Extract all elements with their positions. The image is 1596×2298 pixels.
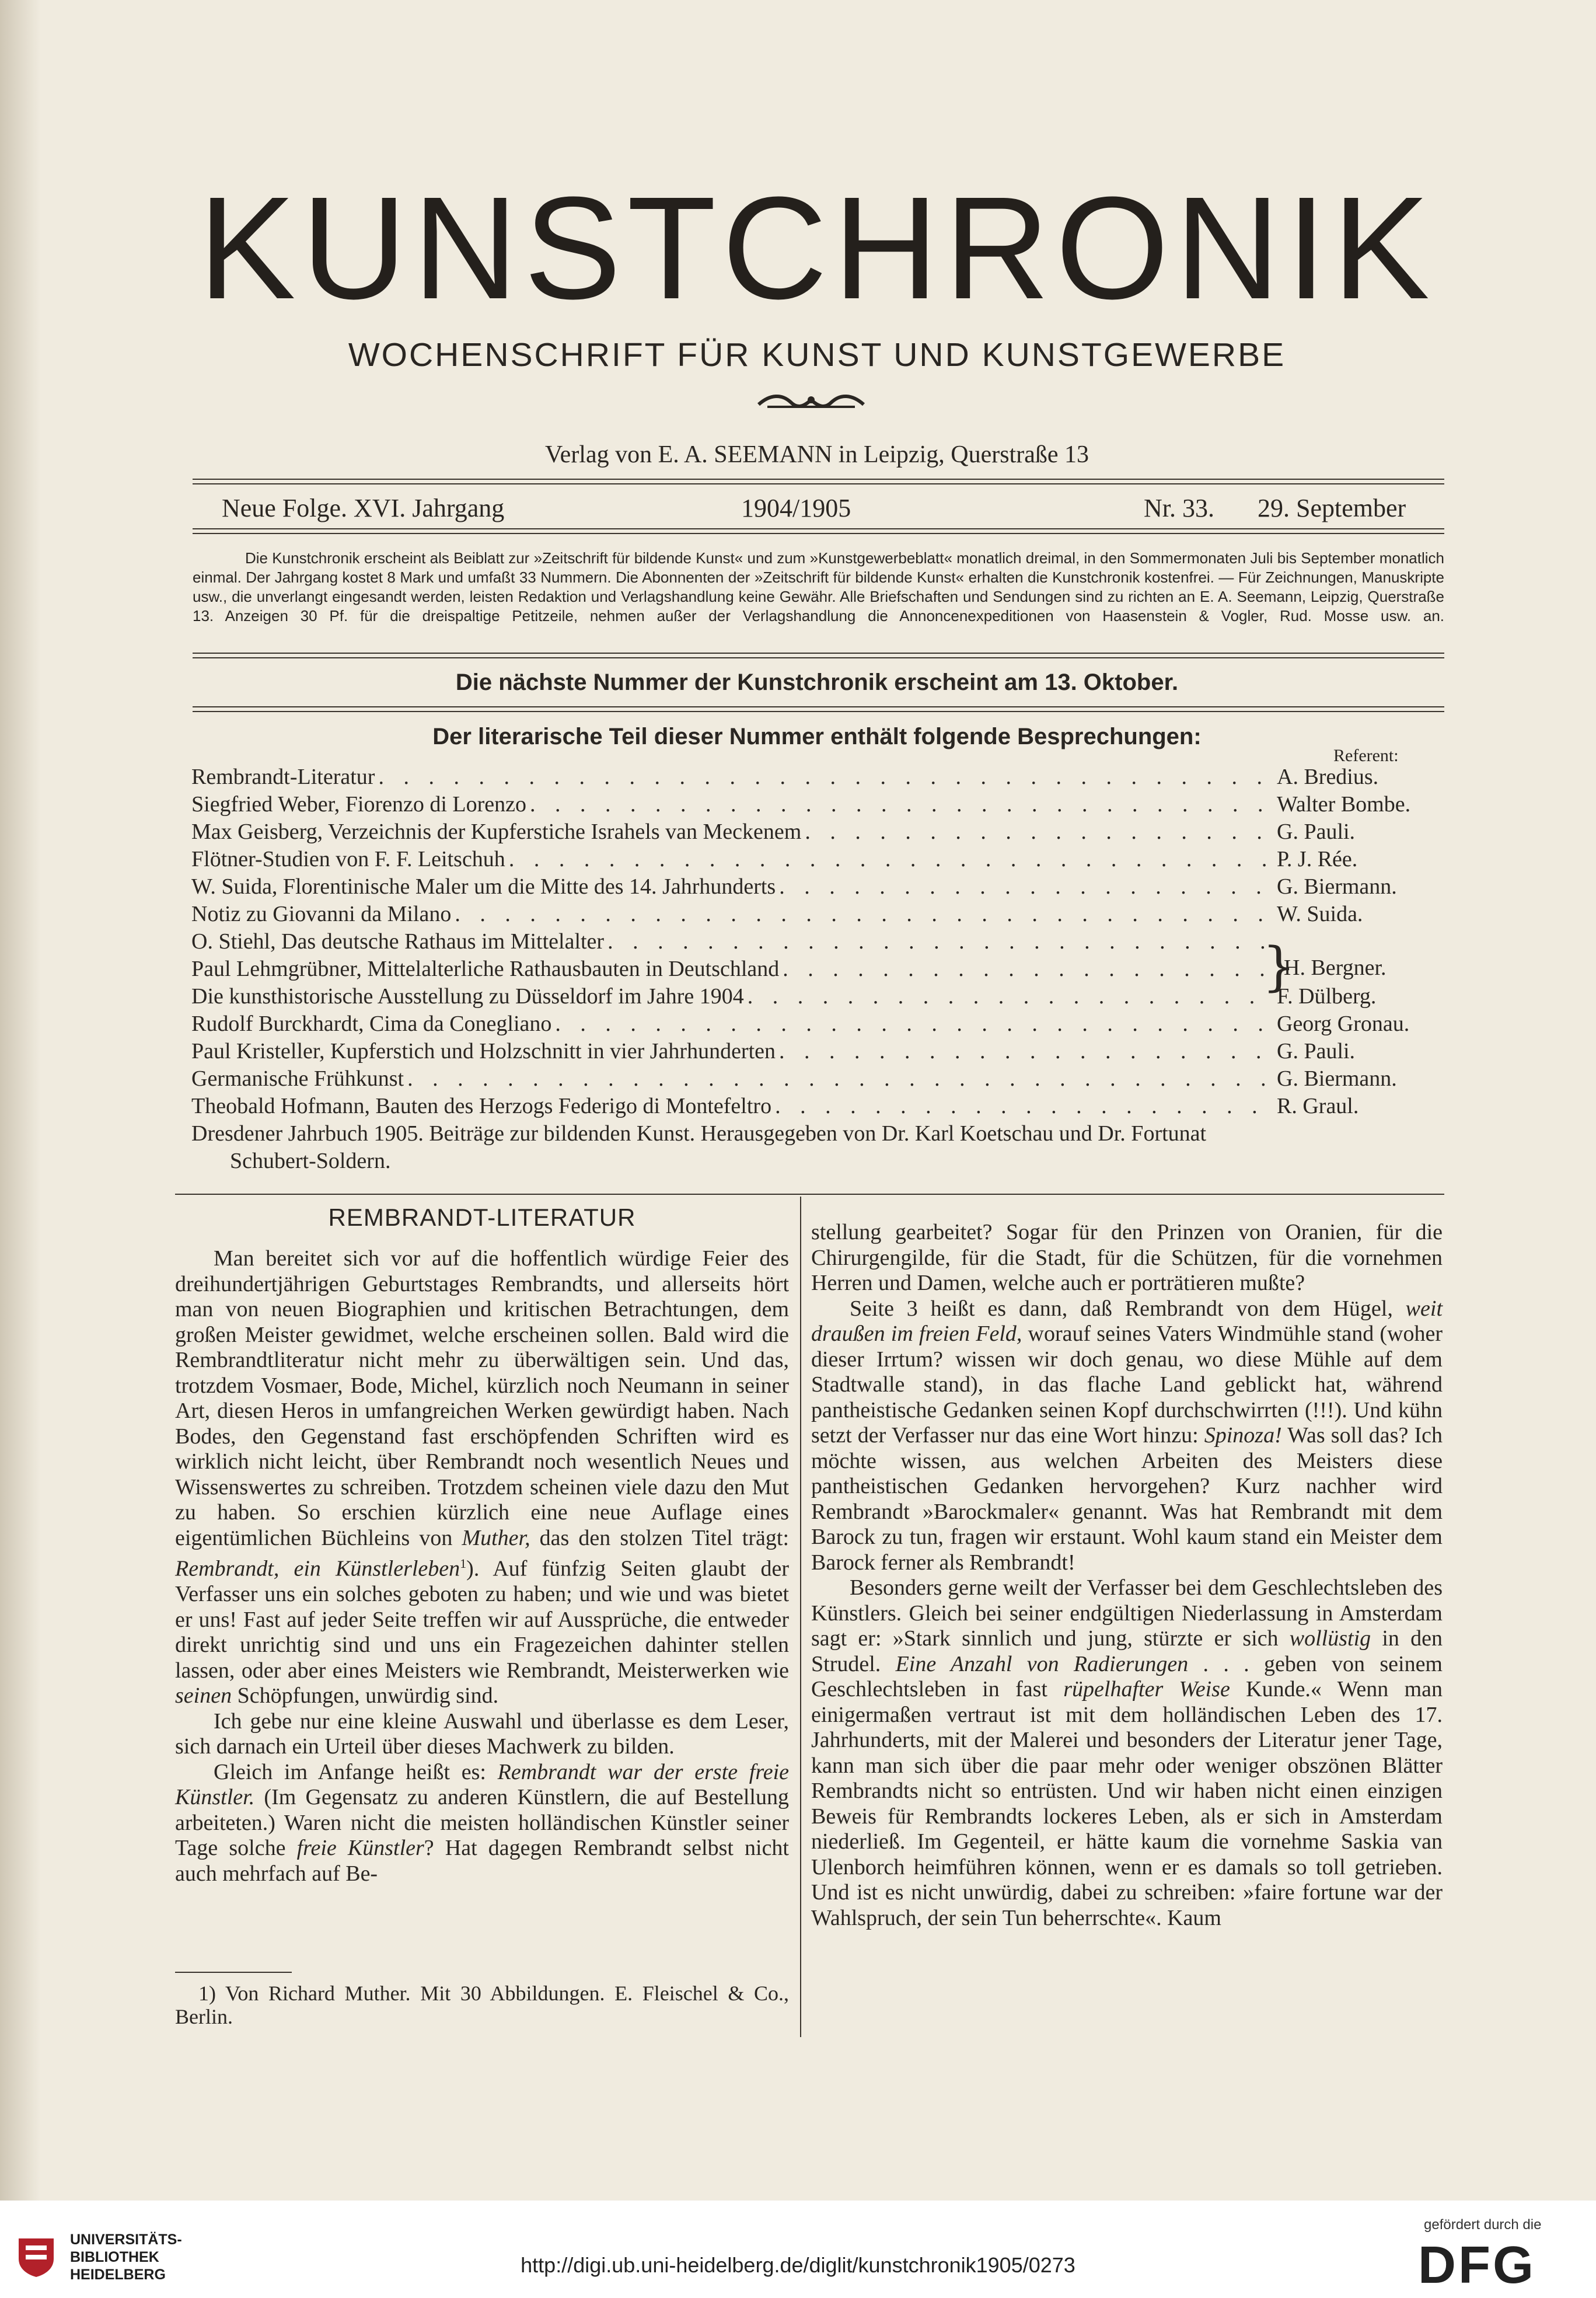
toc-entry: Paul Kristeller, Kupferstich und Holzschnitt in vier Jahrhunderten . . . G. Pauli.: [191, 1038, 1446, 1065]
header-rule-bottom: [193, 528, 1444, 534]
shared-referent: H. Bergner.: [1284, 956, 1387, 980]
toc-entry: Max Geisberg, Verzeichnis der Kupferstiche Israhels van Meckenem . . . G. Pauli.: [191, 818, 1446, 846]
digitization-footer: [0, 2201, 1596, 2298]
toc-entry: Rudolf Burckhardt, Cima da Conegliano . . . Georg Gronau.: [191, 1010, 1446, 1038]
issue-number: Nr. 33.: [1144, 494, 1214, 522]
toc-entry: Die kunsthistorische Ausstellung zu Düsseldorf im Jahre 1904 . . . F. Dülberg.: [191, 983, 1446, 1010]
toc-entry: Theobald Hofmann, Bauten des Herzogs Federigo di Montefeltro . . . R. Graul.: [191, 1093, 1446, 1120]
header-rule-top: [193, 479, 1444, 484]
toc-entry: Germanische Frühkunst . . . G. Biermann.: [191, 1065, 1446, 1093]
library-name: UNIVERSITÄTS- BIBLIOTHEK HEIDELBERG: [70, 2231, 182, 2283]
referent-label: Referent:: [1333, 746, 1399, 765]
toc-entry: W. Suida, Florentinische Maler um die Mitte des 14. Jahrhunderts . . . G. Biermann.: [191, 873, 1446, 901]
toc-entry: Siegfried Weber, Fiorenzo di Lorenzo . . . Walter Bombe.: [191, 791, 1446, 818]
paragraph: Ich gebe nur eine kleine Auswahl und überlasse es dem Leser, sich darnach ein Urteil über dieses Machwerk zu bilden.: [175, 1708, 789, 1759]
paragraph: Seite 3 heißt es dann, daß Rembrandt von dem Hügel, weit draußen im freien Feld, worauf seines Vaters Windmühle stand (woher dieser Irrtum? wissen wir doch genau, wo diese Mühle auf dem Stadtwalle stand), in das flache Land geblickt hat, während pantheistische Gedanken seinen Kopf durchschwirrten (!!!). Und kühn setzt der Verfasser nur das eine Wort hinzu: Spinoza! Was soll das? Ich möchte wissen, aus welchen Arbeiten des Meisters diese pantheistischen Gedanken hervorgehen? Kurz nachher wird Rembrandt »Barockmaler« genannt. Was hat Rembrandt mit dem Barock zu tun, fragen wir erstaunt. Wohl kaum stand ein Meister dem Barock ferner als Rembrandt!: [811, 1296, 1443, 1575]
ornament-vignette: [756, 388, 867, 415]
toc-entry: Flötner-Studien von F. F. Leitschuh . . . P. J. Rée.: [191, 846, 1446, 873]
paragraph: Man bereitet sich vor auf die hoffentlich würdige Feier des dreihundertjährigen Geburtstages Rembrandts, und allerseits hört man von neuen Biographien und kritischen Betrachtungen, dem großen Meister gewidmet, welche erscheinen sollen. Bald wird die Rembrandtliteratur nicht mehr zu überwältigen sein. Und das, trotzdem Vosmaer, Bode, Michel, kürzlich noch Neumann in seiner Art, diesen Heros in umfangreichen Werken gewürdigt haben. Nach Bodes, den Gegenstand fast erschöpfenden Schriften wird es wirklich nicht leicht, über Rembrandt noch wesentlich Neues und Wissenswertes zu schreiben. Trotzdem scheinen viele dazu den Mut zu haben. So erschien kürzlich eine neue Auflage eines eigentümlichen Büchleins von Muther, das den stolzen Titel trägt: Rembrandt, ein Künstlerleben$^1$). Auf fünfzig Seiten glaubt der Verfasser uns ein solches geboten zu haben; und wie und was bietet er uns! Fast auf jeder Seite treffen wir auf Aussprüche, die entweder direkt unrichtig sind und uns ein Fragezeichen dahinter stellen lassen, oder aber eines Meisters wie Rembrandt, Meisterwerken wie seinen Schöpfungen, unwürdig sind.: [175, 1246, 790, 1708]
issue-years: 1904/1905: [741, 494, 851, 522]
column-divider: [800, 1197, 801, 2037]
toc-entry: O. Stiehl, Das deutsche Rathaus im Mittelalter . . .: [191, 928, 1446, 956]
toc-entry: Rembrandt-Literatur . . . A. Bredius.: [191, 763, 1446, 791]
next-issue-notice: Die nächste Nummer der Kunstchronik erscheint am 13. Oktober.: [455, 669, 1179, 695]
paragraph: stellung gearbeitet? Sogar für den Prinzen von Oranien, für die Chirurgengilde, für die Stadt, für die Schützen, für die vornehmen Herren und Damen, welche auch er porträtieren mußte?: [811, 1220, 1443, 1295]
article-column-left: [175, 1246, 789, 1886]
footnote-rule: [175, 1972, 292, 1973]
masthead-title: KUNSTCHRONIK: [198, 166, 1436, 329]
article-heading: REMBRANDT-LITERATUR: [328, 1204, 636, 1231]
brace-glyph: }: [1262, 936, 1296, 998]
footnote: 1) Von Richard Muther. Mit 30 Abbildungen. E. Fleischel & Co., Berlin.: [175, 1982, 789, 2028]
toc-heading: Der literarische Teil dieser Nummer enthält folgende Besprechungen:: [432, 724, 1202, 749]
toc-entry-last-line1: Dresdener Jahrbuch 1905. Beiträge zur bildenden Kunst. Herausgegeben von Dr. Karl Koetschau und Dr. Fortunat: [191, 1121, 1207, 1146]
toc-entry: Paul Lehmgrübner, Mittelalterliche Rathausbauten in Deutschland . . .: [191, 956, 1446, 983]
toc-list: [191, 763, 1446, 1175]
subscription-notice: Die Kunstchronik erscheint als Beiblatt zur »Zeitschrift für bildende Kunst« und zum »Kunstgewerbeblatt« monatlich dreimal, in den Sommermonaten Juli bis September monatlich einmal. Der Jahrgang kostet 8 Mark und umfaßt 33 Nummern. Die Abonnenten der »Zeitschrift für bildende Kunst« erhalten die Kunstchronik kostenfrei. — Für Zeichnungen, Manuskripte usw., die unverlangt eingesandt werden, leisten Redaktion und Verlagshandlung keine Gewähr. Alle Briefschaften und Sendungen sind zu richten an E. A. Seemann, Leipzig, Querstraße 13. Anzeigen 30 Pf. für die dreispaltige Petitzeile, nehmen außer der Verlagshandlung die Annoncenexpeditionen von Haasenstein & Vogler, Rud. Mosse usw. an.: [193, 549, 1444, 625]
paragraph: Gleich im Anfange heißt es: Rembrandt war der erste freie Künstler. (Im Gegensatz zu anderen Künstlern, die auf Bestellung arbeiteten.) Waren nicht die meisten holländischen Künstler seiner Tage solche freie Künstler? Hat dagegen Rembrandt selbst nicht auch mehrfach auf Be-: [175, 1759, 789, 1886]
issue-date: 29. September: [1258, 494, 1406, 522]
dfg-logo: DFG: [1418, 2236, 1536, 2294]
next-issue-rule: [193, 706, 1444, 712]
issue-line: [198, 493, 1436, 528]
issue-series: Neue Folge. XVI. Jahrgang: [222, 494, 505, 522]
article-column-right: [811, 1220, 1443, 1931]
toc-entry: Notiz zu Giovanni da Milano . . . W. Suida.: [191, 901, 1446, 928]
paragraph: Besonders gerne weilt der Verfasser bei dem Geschlechtsleben des Künstlers. Gleich bei seiner endgültigen Niederlassung in Amsterdam sagt er: »Stark sinnlich und jung, stürzte er sich wollüstig in den Strudel. Eine Anzahl von Radierungen . . . geben von seinem Geschlechtsleben in fast rüpelhafter Weise Kunde.« Wenn man einigermaßen vertraut ist mit dem holländischen Leben des 17. Jahrhunderts, mit der Malerei und besonders der Literatur jener Tage, kann man sich über die paar mehr oder weniger obszönen Blätter Rembrandts nicht so entrüsten. Und wir haben nicht einen einzigen Beweis für Rembrandts lockeres Leben, als er sich in Amsterdam niederließ. Im Gegenteil, er hätte kaum die vornehme Saskia van Ulenborch heimführen können, wenn er es damals so toll getrieben. Und ist es nicht unwürdig, dabei zu schreiben: »faire fortune war der Wahlspruch, der sein Tun beherrschte«. Kaum: [811, 1575, 1443, 1930]
toc-entry-last-line2: Schubert-Soldern.: [230, 1149, 391, 1173]
article-top-rule: [175, 1194, 1444, 1195]
publisher-line: Verlag von E. A. SEEMANN in Leipzig, Querstraße 13: [545, 441, 1089, 468]
funded-by-label: gefördert durch die: [1424, 2217, 1542, 2233]
notice-rule: [193, 653, 1444, 658]
permalink-url[interactable]: http://digi.ub.uni-heidelberg.de/diglit/kunstchronik1905/0273: [521, 2253, 1075, 2277]
masthead-subtitle: WOCHENSCHRIFT FÜR KUNST UND KUNSTGEWERBE: [348, 336, 1286, 374]
